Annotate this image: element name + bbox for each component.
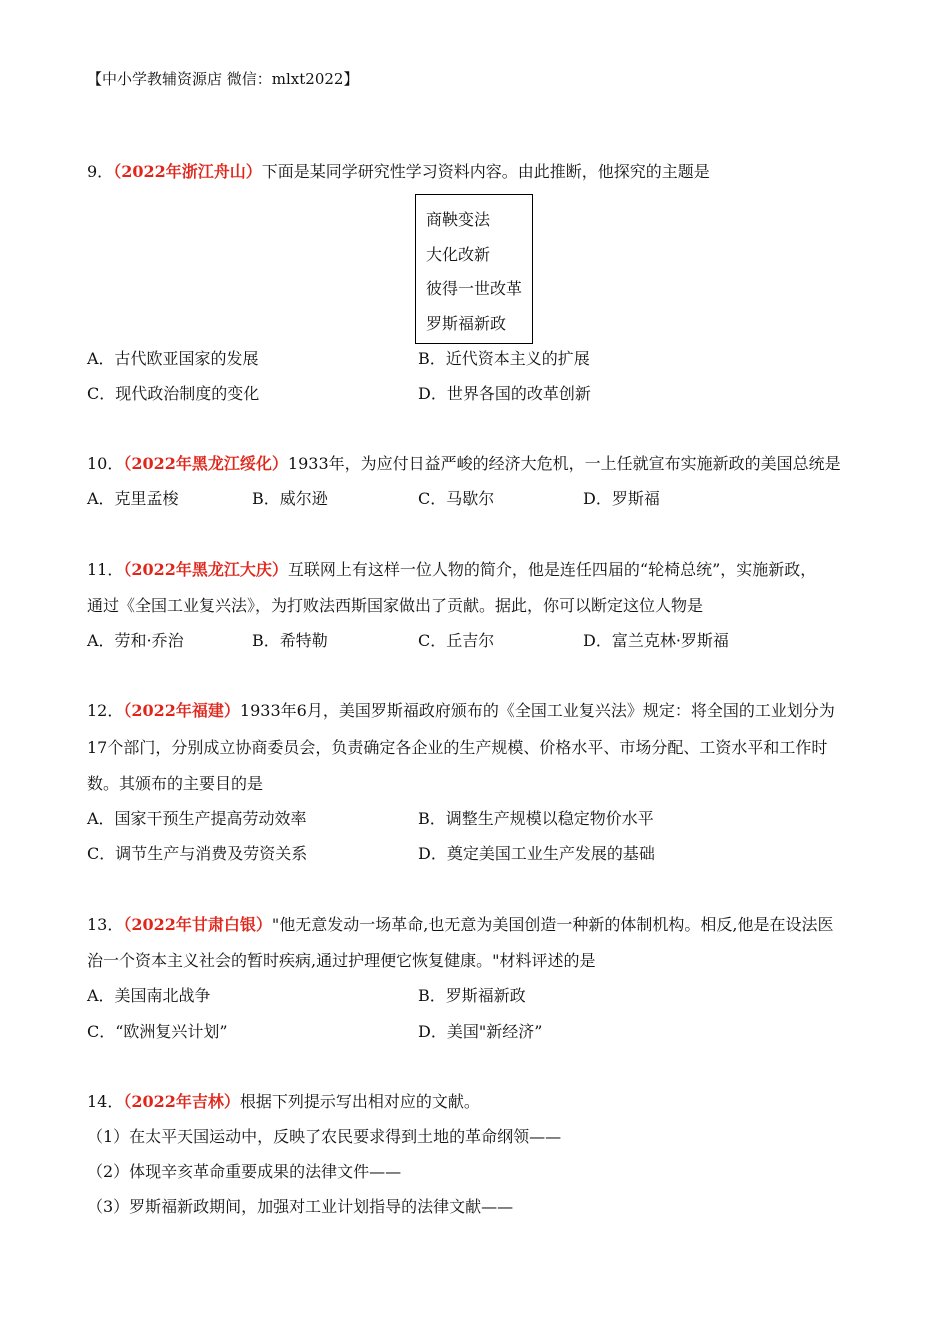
material-item: 大化改新 (426, 244, 491, 264)
option-c[interactable]: C．调节生产与消费及劳资关系 (87, 844, 308, 863)
question-11 (87, 559, 816, 581)
option-d[interactable]: D．罗斯福 (583, 489, 660, 508)
question-number: 12． (87, 701, 124, 720)
sub-question-1: （1）在太平天国运动中，反映了农民要求得到土地的革命纲领—— (87, 1127, 562, 1146)
question-source: （2022年福建） (123, 701, 240, 720)
option-b[interactable]: B．希特勒 (252, 631, 328, 650)
question-14 (87, 1091, 480, 1113)
question-source: （2022年黑龙江绥化） (123, 454, 288, 473)
question-number: 14． (87, 1092, 124, 1111)
option-d[interactable]: D．美国"新经济” (418, 1022, 543, 1041)
question-13 (87, 914, 833, 936)
question-12 (87, 700, 835, 722)
option-d[interactable]: D．奠定美国工业生产发展的基础 (418, 844, 655, 863)
option-c[interactable]: C．丘吉尔 (418, 631, 495, 650)
question-source: （2022年吉林） (123, 1092, 240, 1111)
option-c[interactable]: C．“欧洲复兴计划” (87, 1022, 228, 1041)
option-a[interactable]: A．国家干预生产提高劳动效率 (87, 809, 307, 828)
option-d[interactable]: D．世界各国的改革创新 (418, 384, 591, 403)
question-number: 9． (87, 162, 114, 181)
question-text: 1933年6月，美国罗斯福政府颁布的《全国工业复兴法》规定：将全国的工业划分为 (239, 701, 835, 720)
option-a[interactable]: A．克里孟梭 (87, 489, 179, 508)
option-a[interactable]: A．劳和·乔治 (87, 631, 184, 650)
question-text-line: 数。其颁布的主要目的是 (87, 774, 264, 793)
question-text: 根据下列提示写出相对应的文献。 (239, 1092, 480, 1111)
question-number: 11． (87, 560, 124, 579)
question-text: 下面是某同学研究性学习资料内容。由此推断，他探究的主题是 (261, 162, 710, 181)
question-number: 10． (87, 454, 124, 473)
option-c[interactable]: C．马歇尔 (418, 489, 495, 508)
question-text-line: 通过《全国工业复兴法》，为打败法西斯国家做出了贡献。据此，你可以断定这位人物是 (87, 596, 704, 615)
option-a[interactable]: A．古代欧亚国家的发展 (87, 349, 259, 368)
option-b[interactable]: B．调整生产规模以稳定物价水平 (418, 809, 654, 828)
question-text-line: 17个部门，分别成立协商委员会，负责确定各企业的生产规模、价格水平、市场分配、工资水平和工作时 (87, 738, 828, 757)
material-box (415, 194, 533, 344)
option-a[interactable]: A．美国南北战争 (87, 986, 211, 1005)
sub-question-3: （3）罗斯福新政期间，加强对工业计划指导的法律文献—— (87, 1197, 514, 1216)
question-number: 13． (87, 915, 124, 934)
material-item: 彼得一世改革 (426, 279, 523, 298)
question-source: （2022年浙江舟山） (113, 162, 262, 181)
question-source: （2022年黑龙江大庆） (123, 560, 288, 579)
material-item: 商鞅变法 (426, 210, 491, 229)
page-header: 【中小学教辅资源店 微信：mlxt2022】 (87, 70, 359, 88)
option-b[interactable]: B．威尔逊 (252, 489, 328, 508)
material-item: 罗斯福新政 (426, 313, 507, 333)
question-text: "他无意发动一场革命,也无意为美国创造一种新的体制机构。相反,他是在设法医 (271, 915, 834, 934)
question-10 (87, 453, 841, 475)
option-b[interactable]: B．罗斯福新政 (418, 986, 526, 1005)
question-text-line: 治一个资本主义社会的暂时疾病,通过护理便它恢复健康。"材料评述的是 (87, 951, 596, 970)
question-9 (87, 161, 710, 183)
option-b[interactable]: B．近代资本主义的扩展 (418, 349, 590, 368)
question-text: 1933年，为应付日益严峻的经济大危机，一上任就宣布实施新政的美国总统是 (287, 454, 841, 473)
option-c[interactable]: C．现代政治制度的变化 (87, 384, 260, 403)
question-source: （2022年甘肃白银） (123, 915, 272, 934)
option-d[interactable]: D．富兰克林·罗斯福 (583, 631, 729, 650)
sub-question-2: （2）体现辛亥革命重要成果的法律文件—— (87, 1162, 402, 1181)
question-text: 互联网上有这样一位人物的简介，他是连任四届的“轮椅总统”，实施新政， (287, 560, 817, 579)
